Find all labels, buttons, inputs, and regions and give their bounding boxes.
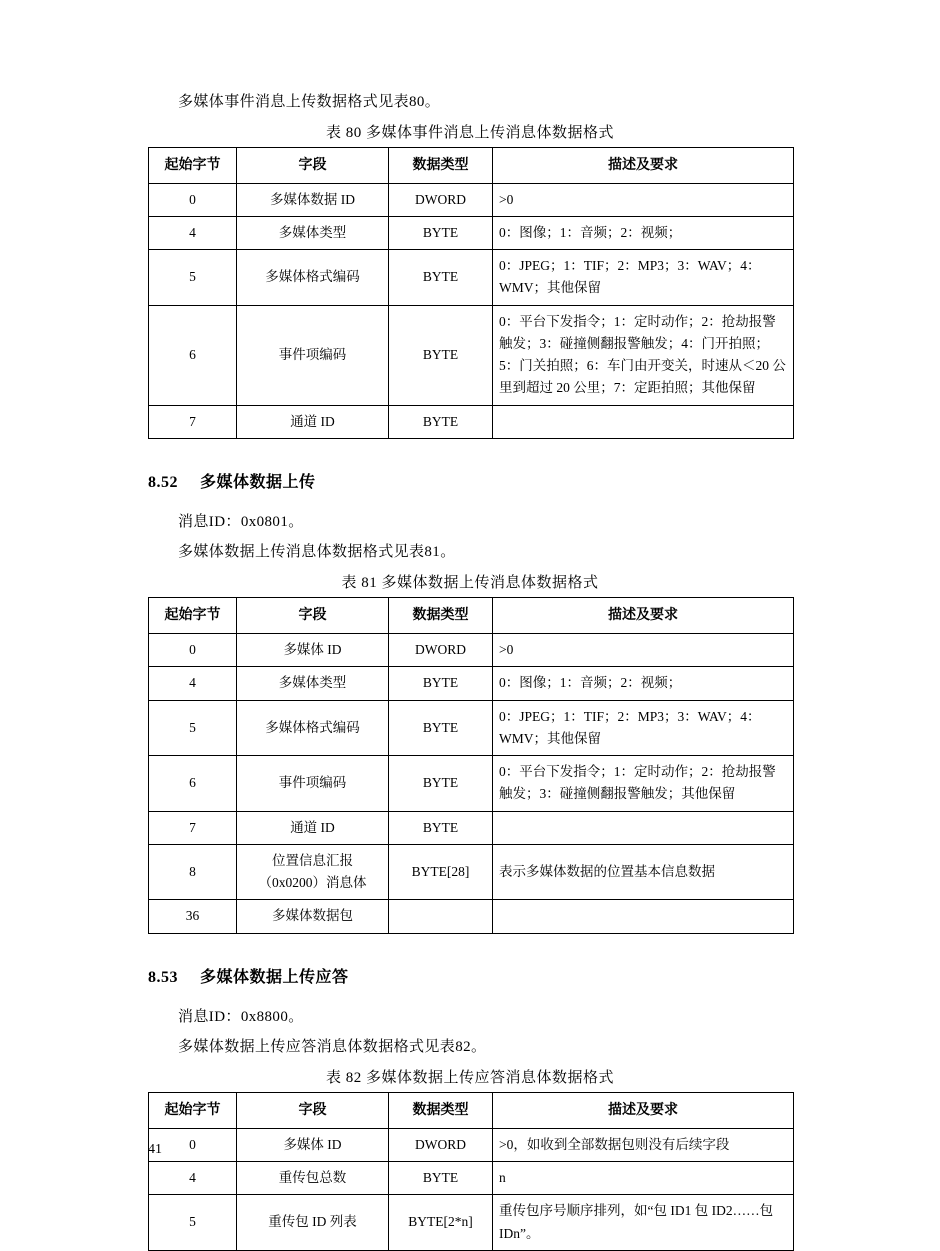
cell-start-byte: 5 xyxy=(149,250,237,306)
cell-datatype: BYTE xyxy=(389,305,493,405)
cell-description: 0：JPEG；1：TIF；2：MP3；3：WAV；4：WMV；其他保留 xyxy=(493,700,794,756)
cell-description: 表示多媒体数据的位置基本信息数据 xyxy=(493,844,794,900)
table-header-row xyxy=(149,597,794,633)
cell-field: 多媒体 ID xyxy=(237,634,389,667)
cell-datatype: BYTE xyxy=(389,756,493,812)
cell-field: 通道 ID xyxy=(237,405,389,438)
cell-field: 多媒体类型 xyxy=(237,667,389,700)
cell-field: 重传包 ID 列表 xyxy=(237,1195,389,1251)
section-heading-8-52 xyxy=(148,469,792,492)
table82-header-0: 起始字节 xyxy=(149,1092,237,1128)
table81-header-3: 描述及要求 xyxy=(493,597,794,633)
table-row xyxy=(149,250,794,306)
section-heading-8-53 xyxy=(148,964,792,987)
cell-datatype: BYTE xyxy=(389,811,493,844)
cell-start-byte: 0 xyxy=(149,634,237,667)
cell-start-byte: 5 xyxy=(149,1195,237,1251)
table-row xyxy=(149,183,794,216)
cell-start-byte: 36 xyxy=(149,900,237,933)
intro-paragraph: 多媒体事件消息上传数据格式见表80。 xyxy=(178,94,441,110)
table80-caption: 表 80 多媒体事件消息上传消息体数据格式 xyxy=(325,124,614,141)
cell-start-byte: 4 xyxy=(149,216,237,249)
cell-datatype: BYTE xyxy=(389,250,493,306)
cell-start-byte: 8 xyxy=(149,844,237,900)
table82-header-3: 描述及要求 xyxy=(493,1092,794,1128)
table-header-row xyxy=(149,147,794,183)
cell-field: 多媒体格式编码 xyxy=(237,250,389,306)
cell-description: >0 xyxy=(493,634,794,667)
table-row xyxy=(149,844,794,900)
table-row xyxy=(149,634,794,667)
cell-description: 0：JPEG；1：TIF；2：MP3；3：WAV；4：WMV；其他保留 xyxy=(493,250,794,306)
cell-field: 通道 ID xyxy=(237,811,389,844)
table82-header-1: 字段 xyxy=(237,1092,389,1128)
cell-datatype: BYTE[2*n] xyxy=(389,1195,493,1251)
cell-description: 0：平台下发指令；1：定时动作；2：抢劫报警触发；3：碰撞侧翻报警触发；其他保留 xyxy=(493,756,794,812)
table81-header-2: 数据类型 xyxy=(389,597,493,633)
cell-datatype: BYTE xyxy=(389,667,493,700)
section-number: 8.53 xyxy=(148,968,178,986)
page-number: 41 xyxy=(148,1142,162,1157)
table82 xyxy=(148,1092,794,1251)
cell-start-byte: 7 xyxy=(149,405,237,438)
table-row xyxy=(149,405,794,438)
table80-header-3: 描述及要求 xyxy=(493,147,794,183)
table-row xyxy=(149,1162,794,1195)
table-row xyxy=(149,811,794,844)
table82-header-2: 数据类型 xyxy=(389,1092,493,1128)
cell-datatype: DWORD xyxy=(389,1128,493,1161)
table-row xyxy=(149,1195,794,1251)
cell-field: 多媒体类型 xyxy=(237,216,389,249)
section853-reference: 多媒体数据上传应答消息体数据格式见表82。 xyxy=(178,1039,487,1056)
table-row xyxy=(149,700,794,756)
cell-field: 事件项编码 xyxy=(237,756,389,812)
cell-start-byte: 7 xyxy=(149,811,237,844)
table81-header-0: 起始字节 xyxy=(149,597,237,633)
section853-message-id: 消息ID：0x8800。 xyxy=(178,1008,304,1025)
cell-field: 多媒体数据包 xyxy=(237,900,389,933)
cell-description: 0：平台下发指令；1：定时动作；2：抢劫报警触发；3：碰撞侧翻报警触发；4：门开拍照；5：门关拍照；6：车门由开变关，时速从＜20 公里到超过 20 公里；7：定距拍照；其他保留 xyxy=(493,305,794,405)
cell-description: >0，如收到全部数据包则没有后续字段 xyxy=(493,1128,794,1161)
table-row xyxy=(149,756,794,812)
cell-datatype: BYTE xyxy=(389,405,493,438)
table-row xyxy=(149,1128,794,1161)
table80 xyxy=(148,147,794,439)
cell-start-byte: 5 xyxy=(149,700,237,756)
cell-datatype: BYTE[28] xyxy=(389,844,493,900)
cell-description xyxy=(493,811,794,844)
table81 xyxy=(148,597,794,934)
table-row xyxy=(149,900,794,933)
cell-description: >0 xyxy=(493,183,794,216)
table80-header-1: 字段 xyxy=(237,147,389,183)
table81-header-1: 字段 xyxy=(237,597,389,633)
table-row xyxy=(149,216,794,249)
table81-caption: 表 81 多媒体数据上传消息体数据格式 xyxy=(341,574,599,591)
section852-reference: 多媒体数据上传消息体数据格式见表81。 xyxy=(178,544,456,561)
cell-field: 多媒体格式编码 xyxy=(237,700,389,756)
cell-start-byte: 0 xyxy=(149,183,237,216)
cell-datatype: DWORD xyxy=(389,634,493,667)
cell-datatype: DWORD xyxy=(389,183,493,216)
cell-start-byte: 6 xyxy=(149,756,237,812)
cell-description: n xyxy=(493,1162,794,1195)
table-header-row xyxy=(149,1092,794,1128)
section-title: 多媒体数据上传应答 xyxy=(200,968,349,986)
cell-description xyxy=(493,900,794,933)
cell-description: 重传包序号顺序排列，如“包 ID1 包 ID2……包 IDn”。 xyxy=(493,1195,794,1251)
cell-description: 0：图像；1：音频；2：视频； xyxy=(493,216,794,249)
cell-field: 位置信息汇报（0x0200）消息体 xyxy=(237,844,389,900)
cell-description: 0：图像；1：音频；2：视频； xyxy=(493,667,794,700)
cell-field: 事件项编码 xyxy=(237,305,389,405)
cell-start-byte: 0 xyxy=(149,1128,237,1161)
table-row xyxy=(149,305,794,405)
table80-header-2: 数据类型 xyxy=(389,147,493,183)
section852-message-id: 消息ID：0x0801。 xyxy=(178,513,304,530)
cell-start-byte: 4 xyxy=(149,1162,237,1195)
section-title: 多媒体数据上传 xyxy=(200,473,316,491)
cell-start-byte: 6 xyxy=(149,305,237,405)
cell-datatype xyxy=(389,900,493,933)
cell-field: 多媒体数据 ID xyxy=(237,183,389,216)
cell-field: 多媒体 ID xyxy=(237,1128,389,1161)
table-row xyxy=(149,667,794,700)
cell-start-byte: 4 xyxy=(149,667,237,700)
cell-description xyxy=(493,405,794,438)
cell-datatype: BYTE xyxy=(389,1162,493,1195)
cell-field: 重传包总数 xyxy=(237,1162,389,1195)
table82-caption: 表 82 多媒体数据上传应答消息体数据格式 xyxy=(325,1069,614,1086)
table80-header-0: 起始字节 xyxy=(149,147,237,183)
cell-datatype: BYTE xyxy=(389,216,493,249)
cell-datatype: BYTE xyxy=(389,700,493,756)
section-number: 8.52 xyxy=(148,473,178,491)
